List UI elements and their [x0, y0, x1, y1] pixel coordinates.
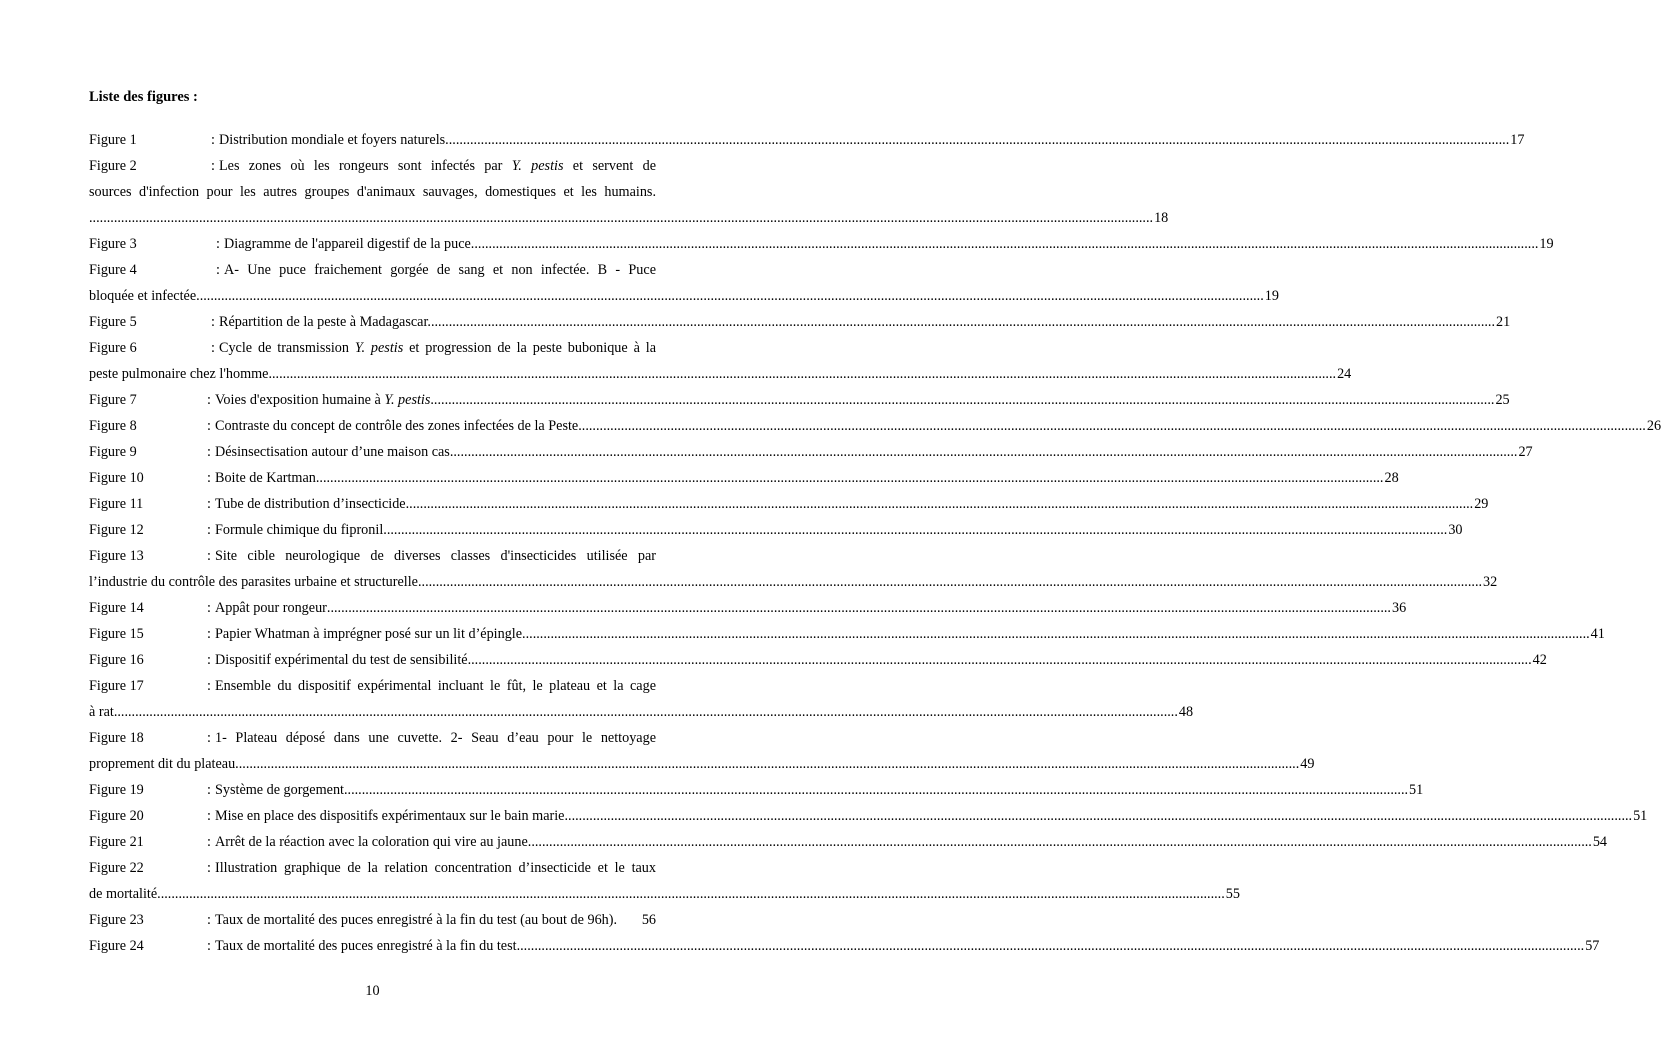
figure-caption: Les zones où les rongeurs sont infectés par Y. pestis et servent de — [219, 158, 657, 174]
figure-page-number: 48 — [1178, 704, 1194, 720]
leader-dots: ............................................................................................................................................................................................................................................................................................................ — [235, 756, 1300, 772]
figure-caption: Formule chimique du fipronil — [215, 522, 384, 538]
leader-dots: ............................................................................................................................................................................................................................................................................................................ — [319, 470, 1384, 486]
figure-entry-line — [89, 699, 1194, 725]
figure-caption: l’industrie du contrôle des parasites urbaine et structurelle — [89, 574, 418, 590]
figure-caption: Dispositif expérimental du test de sensibilité — [215, 652, 468, 668]
figure-caption: sources d'infection pour les autres groupes d'animaux sauvages, domestiques et les humains. — [89, 184, 656, 200]
figure-page-number: 54 — [1592, 834, 1608, 850]
figure-page-number: 28 — [1384, 470, 1399, 486]
figure-caption: Voies d'exposition humaine à Y. pestis — [215, 392, 431, 408]
figure-label: Figure 5 — [89, 314, 137, 330]
figure-page-number: 42 — [1532, 652, 1547, 668]
figure-caption: Boite de Kartman. — [215, 470, 320, 486]
figure-caption: Taux de mortalité des puces enregistré à la fin du test. — [215, 938, 521, 954]
figure-label: Figure 7 — [89, 392, 137, 408]
figure-caption: de mortalité. — [89, 886, 161, 902]
figure-caption: Système de gorgement — [215, 782, 344, 798]
figure-label: Figure 20 — [89, 808, 144, 824]
figure-page-number: 49 — [1300, 756, 1315, 772]
figure-label: Figure 18 — [89, 730, 144, 746]
leader-dots: ............................................................................................................................................................................................................................................................................................................ — [581, 418, 1646, 434]
figure-caption: Diagramme de l'appareil digestif de la puce. — [224, 236, 475, 252]
figure-label: Figure 14 — [89, 600, 144, 616]
leader-dots: ............................................................................................................................................................................................................................................................................................................ — [89, 210, 1154, 226]
leader-dots: ............................................................................................................................................................................................................................................................................................................ — [430, 314, 1496, 330]
leader-dots: ............................................................................................................................................................................................................................................................................................................ — [520, 938, 1585, 954]
leader-dots: ............................................................................................................................................................................................................................................................................................................ — [467, 652, 1532, 668]
figure-page-number: 17 — [1510, 132, 1525, 148]
figure-label: Figure 2 — [89, 158, 137, 174]
figure-entry-line: Figure 21 : Arrêt de la réaction avec la coloration qui vire au jaune ............................................................................................................................................................................................................................................................................................................ 54 — [89, 829, 656, 855]
figure-label: Figure 16 — [89, 652, 144, 668]
figure-entry-line — [89, 361, 1352, 387]
figure-entry-line: Figure 14 : Appât pour rongeur ............................................................................................................................................................................................................................................................................................................ 36 — [89, 595, 656, 621]
figure-page-number: 21 — [1496, 314, 1511, 330]
figure-entry-line: Figure 2 : Les zones où les rongeurs sont infectés par Y. pestis et servent de — [89, 153, 656, 179]
figure-entry-line: Figure 18 : 1- Plateau déposé dans une cuvette. 2- Seau d’eau pour le nettoyage — [89, 725, 656, 751]
figure-entry-line: Figure 15 : Papier Whatman à imprégner posé sur un lit d’épingle. ............................................................................................................................................................................................................................................................................................................ 41 — [89, 621, 656, 647]
figure-entry-line: Figure 9 : Désinsectisation autour d’une maison cas. ............................................................................................................................................................................................................................................................................................................ 27 — [89, 439, 656, 465]
leader-dots: ............................................................................................................................................................................................................................................................................................................ — [160, 886, 1225, 902]
figure-entry-line — [89, 179, 656, 205]
figure-label: Figure 15 — [89, 626, 144, 642]
figure-label: Figure 22 — [89, 860, 144, 876]
figure-entry-line: Figure 22 : Illustration graphique de la relation concentration d’insecticide et le taux — [89, 855, 656, 881]
figure-entry-line: Figure 5 : Répartition de la peste à Madagascar. ............................................................................................................................................................................................................................................................................................................ 21 — [89, 309, 656, 335]
leader-dots: ............................................................................................................................................................................................................................................................................................................ — [383, 522, 1448, 538]
leader-dots: ............................................................................................................................................................................................................................................................................................................ — [272, 366, 1337, 382]
figure-list — [89, 127, 1661, 959]
leader-dots: ............................................................................................................................................................................................................................................................................................................ — [527, 834, 1592, 850]
figure-caption: à rat — [89, 704, 114, 720]
figure-caption: Mise en place des dispositifs expérimentaux sur le bain marie. — [215, 808, 569, 824]
figure-caption: peste pulmonaire chez l'homme. — [89, 366, 272, 382]
leader-dots: ............................................................................................................................................................................................................................................................................................................ — [417, 574, 1483, 590]
figure-entry-line: Figure 19 : Système de gorgement ............................................................................................................................................................................................................................................................................................................ 51 — [89, 777, 656, 803]
figure-label: Figure 13 — [89, 548, 144, 564]
figure-entry-line: Figure 6 : Cycle de transmission Y. pestis et progression de la peste bubonique à la — [89, 335, 656, 361]
figure-caption: A- Une puce fraichement gorgée de sang et non infectée. B - Puce — [224, 262, 656, 278]
figure-caption: Appât pour rongeur — [215, 600, 327, 616]
figure-label: Figure 9 — [89, 444, 137, 460]
figure-entry-line: Figure 1 : Distribution mondiale et foyers naturels ............................................................................................................................................................................................................................................................................................................ 17 — [89, 127, 656, 153]
figure-caption: Ensemble du dispositif expérimental incluant le fût, le plateau et la cage — [215, 678, 656, 694]
figure-caption: Arrêt de la réaction avec la coloration qui vire au jaune — [215, 834, 528, 850]
figure-page-number: 18 — [1154, 210, 1169, 226]
figure-page-number: 29 — [1474, 496, 1489, 512]
figure-label: Figure 8 — [89, 418, 137, 434]
figure-entry-line: Figure 24 : Taux de mortalité des puces enregistré à la fin du test. ............................................................................................................................................................................................................................................................................................................ 57 — [89, 933, 656, 959]
figure-entry-line: Figure 11 : Tube de distribution d’insecticide. ............................................................................................................................................................................................................................................................................................................ 29 — [89, 491, 656, 517]
figure-page-number: 41 — [1590, 626, 1605, 642]
leader-dots: ............................................................................................................................................................................................................................................................................................................ — [409, 496, 1474, 512]
figure-entry-line: Figure 7 : Voies d'exposition humaine à Y. pestis ............................................................................................................................................................................................................................................................................................................ 25 — [89, 387, 656, 413]
figure-page-number: 19 — [1539, 236, 1554, 252]
figure-page-number: 30 — [1448, 522, 1463, 538]
figure-page-number: 51 — [1409, 782, 1424, 798]
figure-entry-line: Figure 17 : Ensemble du dispositif expérimental incluant le fût, le plateau et la cage — [89, 673, 656, 699]
figure-page-number: 27 — [1518, 444, 1533, 460]
figure-entry-line — [89, 283, 1279, 309]
figure-label: Figure 12 — [89, 522, 144, 538]
figure-page-number: 36 — [1391, 600, 1407, 616]
figure-label: Figure 3 — [89, 236, 137, 252]
figure-label: Figure 11 — [89, 496, 144, 512]
figure-caption: Tube de distribution d’insecticide. — [215, 496, 410, 512]
figure-entry-line: Figure 23 : Taux de mortalité des puces enregistré à la fin du test (au bout de 96h). 56 — [89, 907, 656, 933]
figure-page-number: 25 — [1495, 392, 1510, 408]
figure-caption: Désinsectisation autour d’une maison cas. — [215, 444, 454, 460]
figure-label: Figure 24 — [89, 938, 144, 954]
figure-page-number: 57 — [1585, 938, 1600, 954]
figure-caption: proprement dit du plateau — [89, 756, 236, 772]
figure-label: Figure 17 — [89, 678, 144, 694]
figure-entry-line: Figure 10 : Boite de Kartman. ............................................................................................................................................................................................................................................................................................................ 28 — [89, 465, 656, 491]
figure-label: Figure 4 — [89, 262, 137, 278]
figure-caption: Contraste du concept de contrôle des zones infectées de la Peste. — [215, 418, 582, 434]
figure-entry-line — [89, 569, 1498, 595]
figure-caption: Papier Whatman à imprégner posé sur un lit d’épingle. — [215, 626, 526, 642]
figure-caption: Distribution mondiale et foyers naturels — [219, 132, 446, 148]
figure-caption: Illustration graphique de la relation concentration d’insecticide et le taux — [215, 860, 656, 876]
figure-page-number: 55 — [1225, 886, 1240, 902]
page-number: 10 — [365, 983, 380, 999]
figure-caption: Répartition de la peste à Madagascar. — [219, 314, 431, 330]
leader-dots: ............................................................................................................................................................................................................................................................................................................ — [343, 782, 1409, 798]
leader-dots: ............................................................................................................................................................................................................................................................................................................ — [525, 626, 1590, 642]
leader-dots: ............................................................................................................................................................................................................................................................................................................ — [199, 288, 1264, 304]
figure-label: Figure 1 — [89, 132, 137, 148]
figure-entry-line: Figure 8 : Contraste du concept de contrôle des zones infectées de la Peste. ............................................................................................................................................................................................................................................................................................................ 26 — [89, 413, 656, 439]
figure-page-number: 32 — [1483, 574, 1498, 590]
leader-dots: ............................................................................................................................................................................................................................................................................................................ — [453, 444, 1518, 460]
figure-page-number: 56 — [641, 912, 656, 928]
figure-entry-line — [89, 205, 1169, 231]
figure-entry-line: Figure 3 : Diagramme de l'appareil digestif de la puce. ............................................................................................................................................................................................................................................................................................................ 19 — [89, 231, 656, 257]
figure-entry-line: Figure 4 : A- Une puce fraichement gorgée de sang et non infectée. B - Puce — [89, 257, 656, 283]
figure-label: Figure 6 — [89, 340, 137, 356]
figure-entry-line: Figure 13 : Site cible neurologique de diverses classes d'insecticides utilisée par — [89, 543, 656, 569]
leader-dots: ............................................................................................................................................................................................................................................................................................................ — [474, 236, 1539, 252]
figure-caption: 1- Plateau déposé dans une cuvette. 2- Seau d’eau pour le nettoyage — [215, 730, 656, 746]
figure-caption: Taux de mortalité des puces enregistré à la fin du test (au bout de 96h). — [215, 912, 618, 928]
leader-dots: ............................................................................................................................................................................................................................................................................................................ — [430, 392, 1495, 408]
figure-entry-line: Figure 16 : Dispositif expérimental du test de sensibilité ............................................................................................................................................................................................................................................................................................................ 42 — [89, 647, 656, 673]
figure-caption: bloquée et infectée. — [89, 288, 200, 304]
figure-label: Figure 21 — [89, 834, 144, 850]
list-of-figures-heading: Liste des figures : — [89, 89, 198, 105]
leader-dots: ............................................................................................................................................................................................................................................................................................................ — [326, 600, 1391, 616]
leader-dots: ............................................................................................................................................................................................................................................................................................................ — [445, 132, 1510, 148]
figure-entry-line — [89, 751, 1315, 777]
figure-label: Figure 19 — [89, 782, 144, 798]
figure-page-number: 24 — [1337, 366, 1352, 382]
figure-page-number: 19 — [1264, 288, 1279, 304]
figure-page-number: 51 — [1633, 808, 1648, 824]
figure-caption: Site cible neurologique de diverses classes d'insecticides utilisée par — [215, 548, 656, 564]
leader-dots: ............................................................................................................................................................................................................................................................................................................ — [113, 704, 1178, 720]
leader-dots: ............................................................................................................................................................................................................................................................................................................ — [568, 808, 1633, 824]
figure-entry-line: Figure 12 : Formule chimique du fipronil ............................................................................................................................................................................................................................................................................................................ 30 — [89, 517, 656, 543]
figure-entry-line — [89, 881, 1240, 907]
figure-page-number: 26 — [1646, 418, 1661, 434]
figure-entry-line: Figure 20 : Mise en place des dispositifs expérimentaux sur le bain marie. ............................................................................................................................................................................................................................................................................................................ 51 — [89, 803, 656, 829]
figure-label: Figure 23 — [89, 912, 144, 928]
figure-caption: Cycle de transmission Y. pestis et progression de la peste bubonique à la — [219, 340, 656, 356]
figure-label: Figure 10 — [89, 470, 144, 486]
